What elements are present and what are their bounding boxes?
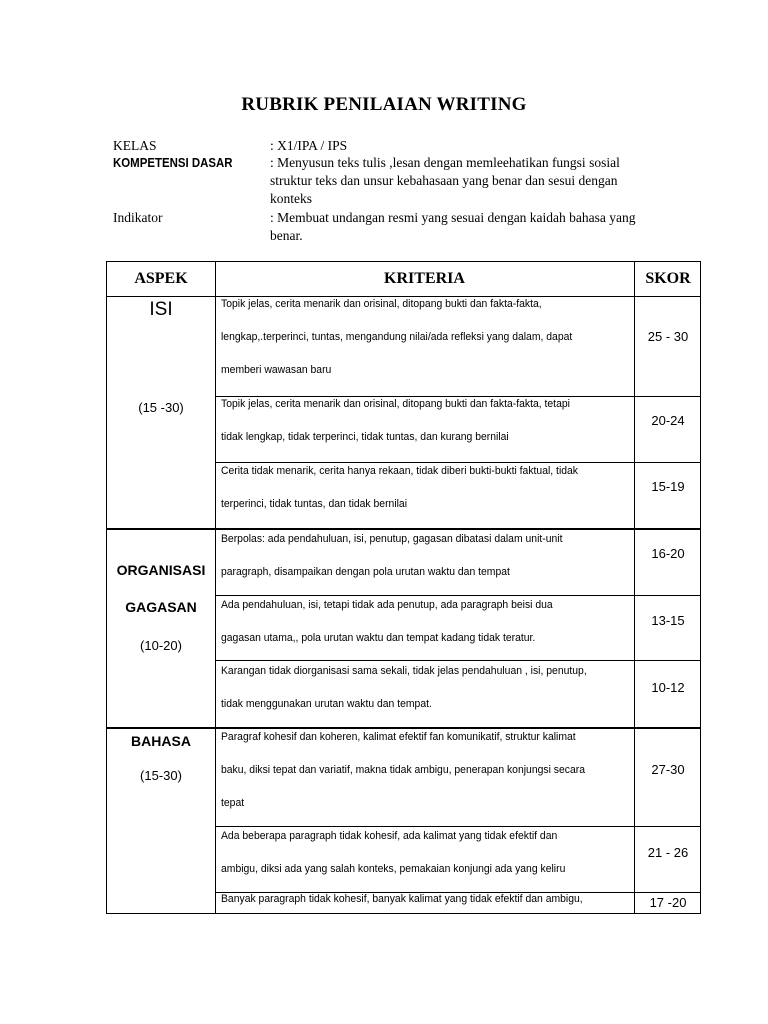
criteria-line: Ada beberapa paragraph tidak kohesif, ada kalimat yang tidak efektif dan [221, 830, 558, 842]
criteria-cell [221, 721, 589, 820]
aspect-isi-range: (15 -30) [138, 400, 184, 415]
criteria-line: tepat [221, 797, 245, 809]
criteria-line: tidak menggunakan urutan waktu dan tempat. [221, 698, 432, 710]
criteria-line: Banyak paragraph tidak kohesif, banyak kalimat yang tidak efektif dan ambigu, [221, 893, 583, 905]
aspect-organisasi-range: (10-20) [140, 638, 182, 653]
score-cell: 15-19 [651, 479, 685, 494]
criteria-line: Topik jelas, cerita menarik dan orisinal, ditopang bukti dan fakta-fakta, tetapi [221, 398, 570, 410]
column-divider [634, 262, 635, 913]
criteria-cell [221, 589, 589, 655]
rubric-table [106, 261, 701, 914]
criteria-line: Cerita tidak menarik, cerita hanya rekaan, tidak diberi bukti-bukti faktual, tidak [221, 465, 579, 477]
column-divider [215, 262, 216, 913]
indikator-label: Indikator [113, 210, 163, 225]
criteria-cell [221, 388, 589, 454]
score-cell: 10-12 [651, 680, 685, 695]
header-skor: SKOR [645, 270, 691, 287]
criteria-line: gagasan utama,, pola urutan waktu dan tempat kadang tidak teratur. [221, 632, 536, 644]
score-cell: 27-30 [651, 762, 685, 777]
aspect-bahasa: BAHASA [131, 733, 191, 749]
criteria-cell [221, 655, 589, 721]
criteria-line: ambigu, diksi ada yang salah konteks, pemakaian konjungi ada yang keliru [221, 863, 566, 875]
criteria-line: tidak lengkap, tidak terperinci, tidak tuntas, dan kurang bernilai [221, 431, 509, 443]
criteria-cell [221, 889, 589, 909]
aspect-gagasan: GAGASAN [125, 599, 197, 615]
criteria-cell [221, 523, 589, 589]
criteria-line: lengkap,.terperinci, tuntas, mengandung nilai/ada refleksi yang dalam, dapat [221, 331, 573, 343]
criteria-line: Ada pendahuluan, isi, tetapi tidak ada penutup, ada paragraph beisi dua [221, 599, 553, 611]
criteria-line: Paragraf kohesif dan koheren, kalimat efektif fan komunikatif, struktur kalimat [221, 731, 576, 743]
criteria-line: Berpolas: ada pendahuluan, isi, penutup, gagasan dibatasi dalam unit-unit [221, 533, 563, 545]
criteria-cell [221, 288, 589, 387]
criteria-line: memberi wawasan baru [221, 364, 332, 376]
page-title: RUBRIK PENILAIAN WRITING [241, 94, 527, 115]
header-aspek: ASPEK [134, 270, 188, 287]
criteria-line: Topik jelas, cerita menarik dan orisinal, ditopang bukti dan fakta-fakta, [221, 298, 542, 310]
aspect-bahasa-range: (15-30) [140, 768, 182, 783]
score-cell: 13-15 [651, 613, 685, 628]
criteria-cell [221, 820, 589, 886]
kompetensi-value: : Menyusun teks tulis ,lesan dengan memleehatikan fungsi sosial struktur teks dan unsur kebahasaan yang benar dan sesui dengan konteks [270, 155, 620, 206]
criteria-cell [221, 455, 589, 521]
criteria-line: terperinci, tidak tuntas, dan tidak bernilai [221, 498, 408, 510]
kompetensi-label: KOMPETENSI DASAR [113, 155, 233, 170]
aspect-organisasi: ORGANISASI [116, 562, 206, 578]
score-cell: 17 -20 [649, 895, 687, 910]
score-cell: 16-20 [651, 546, 685, 561]
score-cell: 25 - 30 [647, 329, 689, 344]
kelas-label: KELAS [113, 138, 157, 153]
kelas-value: : X1/IPA / IPS [270, 138, 348, 153]
criteria-line: Karangan tidak diorganisasi sama sekali, tidak jelas pendahuluan , isi, penutup, [221, 665, 587, 677]
criteria-line: paragraph, disampaikan dengan pola urutan waktu dan tempat [221, 566, 510, 578]
score-cell: 20-24 [651, 413, 685, 428]
header-kriteria: KRITERIA [384, 270, 465, 287]
aspect-isi: ISI [149, 299, 173, 320]
indikator-value: : Membuat undangan resmi yang sesuai dengan kaidah bahasa yang benar. [270, 210, 636, 243]
score-cell: 21 - 26 [647, 845, 689, 860]
criteria-line: baku, diksi tepat dan variatif, makna tidak ambigu, penerapan konjungsi secara [221, 764, 585, 776]
